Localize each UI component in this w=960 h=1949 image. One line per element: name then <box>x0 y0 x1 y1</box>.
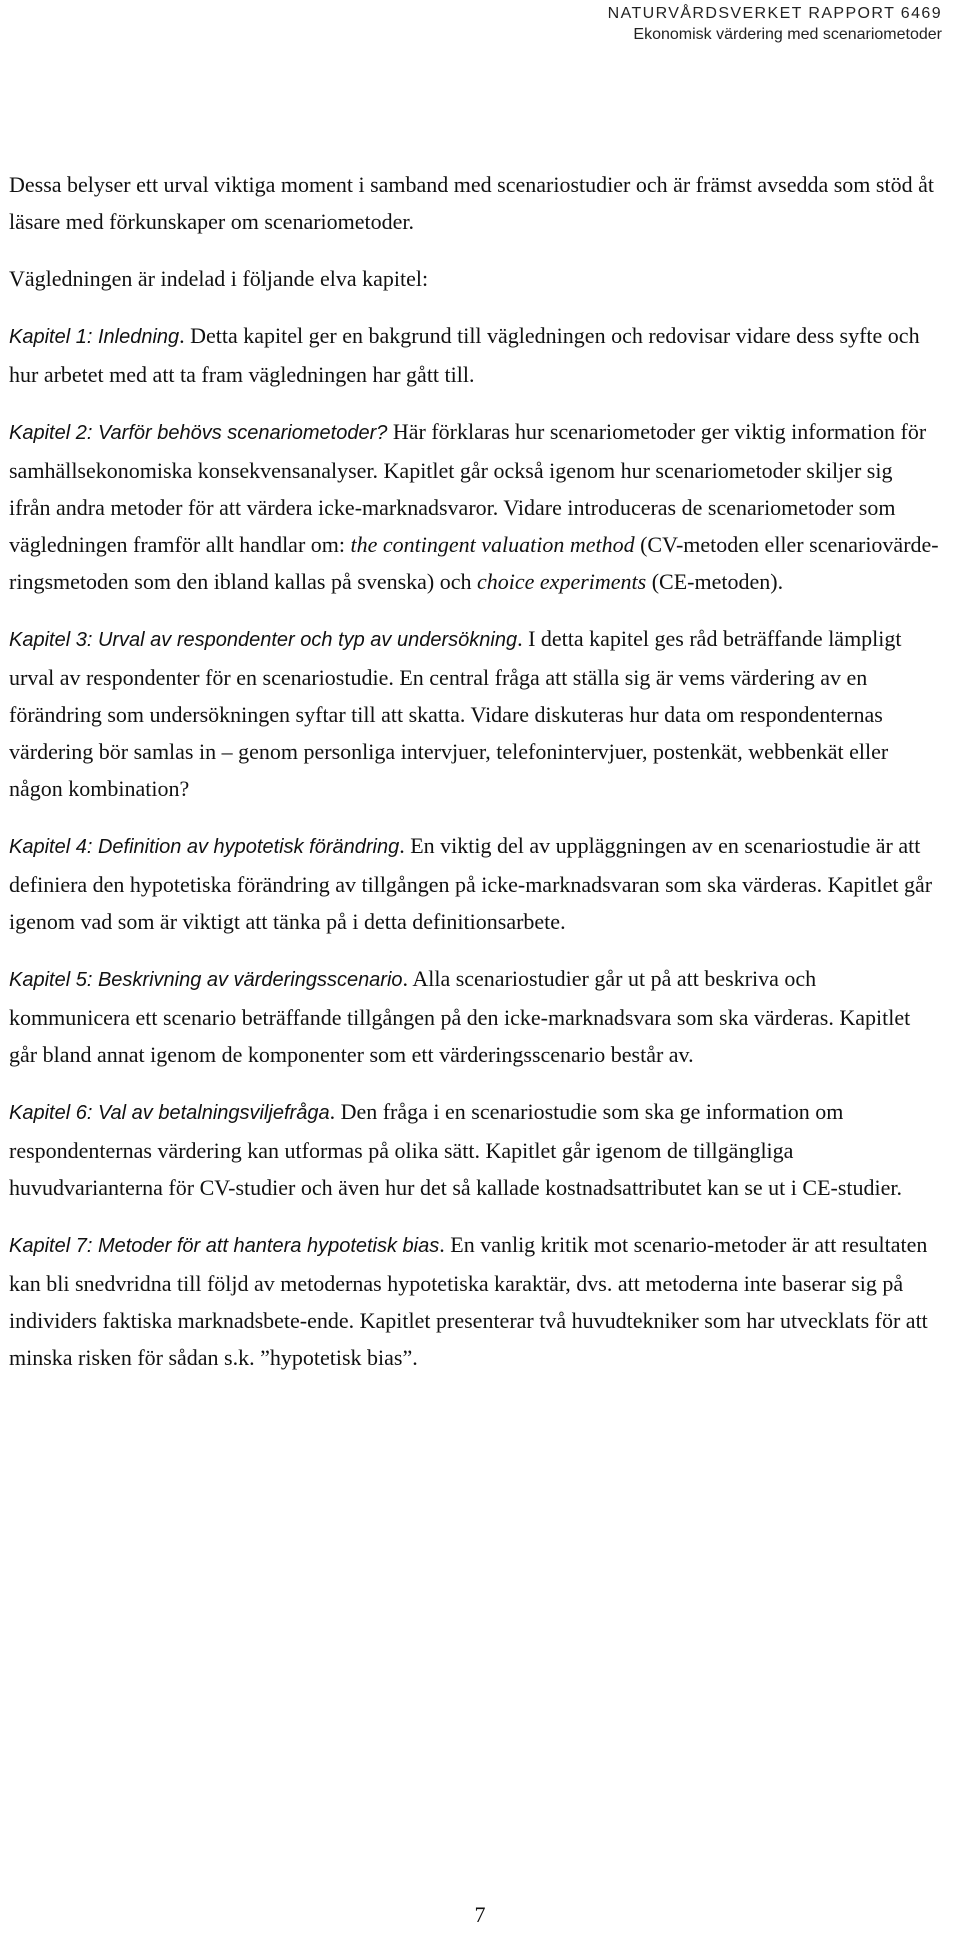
chapter-5-text: . Alla scenariostudier går ut på att beskriva och kommunicera ett scenario beträffande tillgången på den icke-marknadsvara som ska värderas. Kapitlet går bland annat igenom de komponenter som ett värderingsscenario består av. <box>9 966 911 1067</box>
chapter-2-text-b: (CV-metoden eller scenariovärde-ringsmetoden som den ibland kallas på svenska) och <box>9 532 939 594</box>
report-subtitle: Ekonomisk värdering med scenariometoder <box>633 26 942 43</box>
report-title: NATURVÅRDSVERKET RAPPORT 6469 <box>607 5 942 22</box>
chapter-4-text: . En viktig del av uppläggningen av en scenariostudie är att definiera den hypotetiska förändring av tillgången på icke-marknadsvaran som ska värderas. Kapitlet går igenom vad som är viktigt att tänka på i detta definitionsarbete. <box>9 833 933 934</box>
chapter-6-text: . Den fråga i en scenariostudie som ska ge information om respondenternas värdering kan utformas på olika sätt. Kapitlet går igenom de tillgängliga huvudvarianterna för CV-studier och även hur det så kallade kostnadsattributet kan se ut i CE-studier. <box>9 1099 903 1200</box>
chapter-3-title: Kapitel 3: Urval av respondenter och typ av undersökning <box>9 629 518 651</box>
chapter-6-paragraph <box>9 1093 939 1206</box>
chapter-7-title: Kapitel 7: Metoder för att hantera hypotetisk bias <box>9 1235 440 1257</box>
chapter-1-paragraph <box>9 317 939 393</box>
chapter-2-text-c: (CE-metoden). <box>646 569 784 594</box>
body-text <box>9 166 939 1396</box>
page-number: 7 <box>474 1902 486 1927</box>
chapter-1-title: Kapitel 1: Inledning <box>9 326 180 348</box>
chapter-2-term-ce: choice experiments <box>477 569 647 594</box>
chapter-3-text: . I detta kapitel ges råd beträffande lämpligt urval av respondenter för en scenariostudie. En central fråga att ställa sig är vems värdering av en förändring som undersökningen syftar till att skatta. Vidare diskuteras hur data om respondenternas värdering bör samlas in – genom personliga intervjuer, telefonintervjuer, postenkät, webbenkät eller någon kombination? <box>9 626 902 801</box>
chapter-2-paragraph <box>9 413 939 600</box>
chapter-6-title: Kapitel 6: Val av betalningsviljefråga <box>9 1102 330 1124</box>
intro-paragraph: Dessa belyser ett urval viktiga moment i samband med scenariostudier och är främst avsedda som stöd åt läsare med förkunskaper om scenariometoder. <box>9 172 934 234</box>
chapter-1-text: . Detta kapitel ger en bakgrund till vägledningen och redovisar vidare dess syfte och hur arbetet med att ta fram vägledningen har gått till. <box>9 323 920 387</box>
chapter-4-paragraph <box>9 827 939 940</box>
page-header <box>422 0 942 45</box>
chapter-5-paragraph <box>9 960 939 1073</box>
chapter-list-intro: Vägledningen är indelad i följande elva kapitel: <box>9 266 429 291</box>
chapter-4-title: Kapitel 4: Definition av hypotetisk förändring <box>9 836 400 858</box>
chapter-7-text: . En vanlig kritik mot scenario-metoder är att resultaten kan bli snedvridna till följd av metodernas hypotetiska karaktär, dvs. att metoderna inte baserar sig på individers faktiska marknadsbete-ende. Kapitlet presenterar två huvudtekniker som har utvecklats för att minska risken för sådan s.k. ”hypotetisk bias”. <box>9 1232 928 1370</box>
chapter-2-text-a: Här förklaras hur scenariometoder ger viktig information för samhällsekonomiska konsekvensanalyser. Kapitlet går också igenom hur scenariometoder skiljer sig ifrån andra metoder för att värdera icke-marknadsvaror. Vidare introduceras de scenariometoder som vägledningen framför allt handlar om: <box>9 419 927 557</box>
chapter-3-paragraph <box>9 620 939 807</box>
chapter-2-term-cv: the contingent valuation method <box>350 532 635 557</box>
chapter-5-title: Kapitel 5: Beskrivning av värderingsscenario <box>9 969 403 991</box>
chapter-2-title: Kapitel 2: Varför behövs scenariometoder? <box>9 422 388 444</box>
chapter-7-paragraph <box>9 1226 939 1376</box>
